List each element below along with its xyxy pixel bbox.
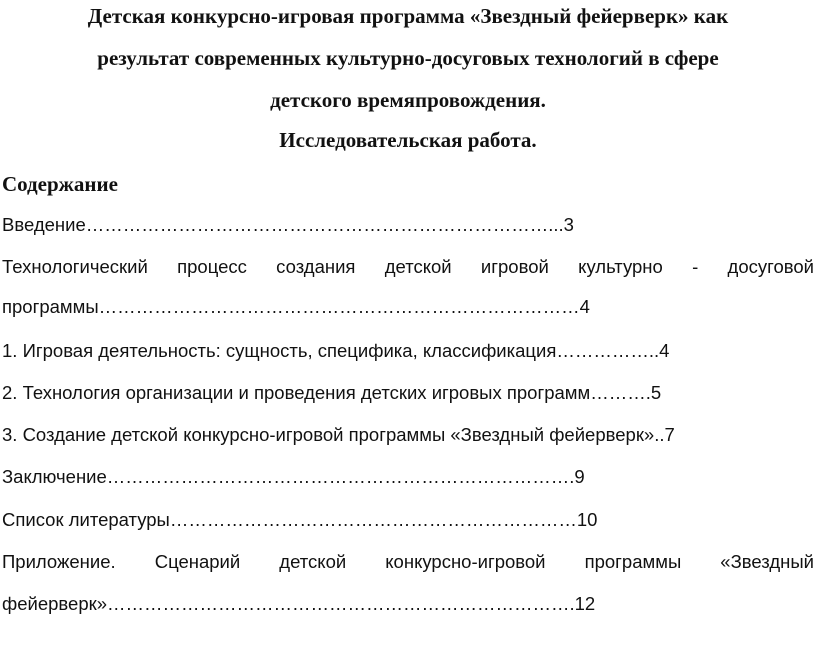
document-title-line-2: результат современных культурно-досуговых технологий в сфере xyxy=(97,46,719,70)
toc-entry-section-1: 1. Игровая деятельность: сущность, специфика, классификация……………..4 xyxy=(2,340,670,361)
toc-entry-tech-process-line-2: программы……………………………………………………………………4 xyxy=(2,296,590,317)
document-title-line-1: Детская конкурсно-игровая программа «Звездный фейерверк» как xyxy=(87,4,729,28)
toc-entry-introduction: Введение…………………………………………………………………...3 xyxy=(2,214,574,235)
toc-entry-section-2: 2. Технология организации и проведения детских игровых программ……….5 xyxy=(2,382,662,403)
document-subtitle: Исследовательская работа. xyxy=(279,128,537,152)
toc-entry-appendix-line-1: Приложение. Сценарий детской конкурсно-игровой программы «Звездный xyxy=(2,551,814,572)
toc-entry-appendix-line-2: фейерверк»………………………………………………………………….12 xyxy=(2,593,596,614)
toc-entry-section-3: 3. Создание детской конкурсно-игровой программы «Звездный фейерверк»..7 xyxy=(2,424,675,445)
toc-entry-tech-process-line-1: Технологический процесс создания детской игровой культурно - досуговой xyxy=(2,256,814,277)
document-title-line-3: детского времяпровождения. xyxy=(270,88,546,112)
toc-entry-references: Список литературы…………………………………………………………10 xyxy=(2,509,598,530)
contents-heading: Содержание xyxy=(2,172,118,196)
toc-entry-conclusion: Заключение………………………………………………………………….9 xyxy=(2,466,585,487)
